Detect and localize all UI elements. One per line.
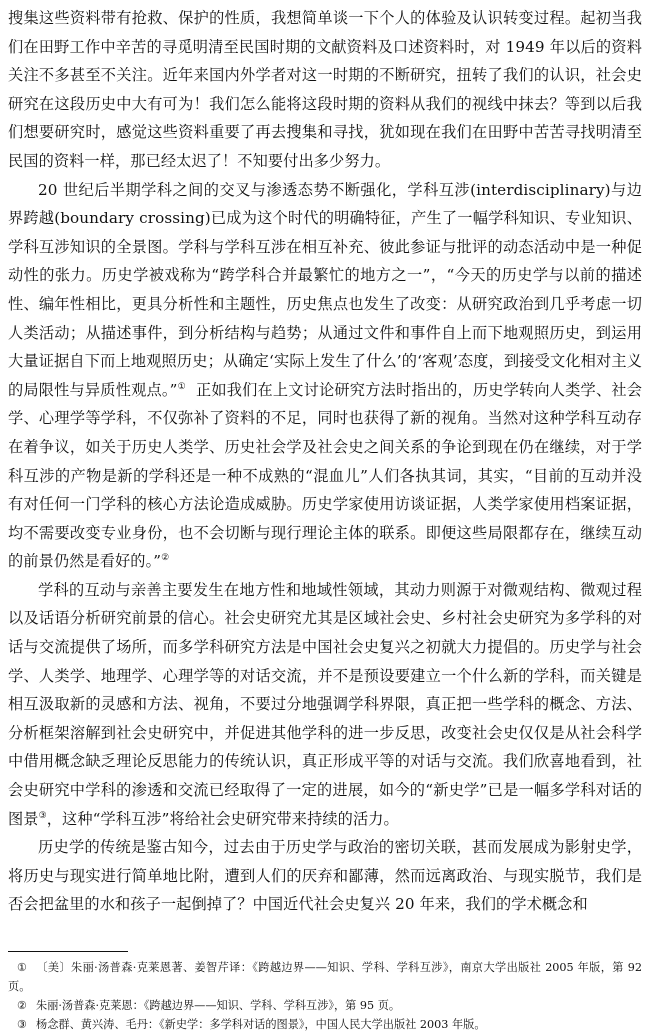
paragraph-2-part-2: 正如我们在上文讨论研究方法时指出的，历史学转向人类学、社会学、心理学等学科，不仅弥补了资料的不足，同时也获得了新的视角。当然对这种学科互动存在着争议，如关于历史人类学、历史社会学及社会史之间关系的争论到现在仍在继续，对于学科互涉的产物是新的学科还是一种不成熟的“混血儿”人们各执其词，其实，“目前的互动并没有对任何一门学科的核心方法论造成威胁。历史学家使用访谈证据，人类学家使用档案证据，均不需要改变专业身份，也不会切断与现行理论主体的联系。即便这些局限都存在，继续互动的前景仍然是看好的。” (8, 380, 643, 571)
footnote-1 (8, 958, 642, 996)
footnote-divider (8, 951, 128, 952)
footnote-ref-3[interactable]: ③ (38, 810, 47, 821)
footnote-ref-1[interactable]: ① (177, 381, 186, 392)
footnote-2 (8, 996, 642, 1015)
footnote-text: 杨念群、黄兴涛、毛丹：《新史学：多学科对话的图景》，中国人民大学出版社 2003 年版。 (36, 1018, 486, 1031)
footnotes (8, 958, 642, 1034)
paragraph-3-part-2: ，这种“学科互涉”将给社会史研究带来持续的活力。 (46, 809, 399, 828)
paragraph-3-part-1: 学科的互动与亲善主要发生在地方性和地域性领域，其动力则源于对微观结构、微观过程以及话语分析研究前景的信心。社会史研究尤其是区域社会史、乡村社会史研究为多学科的对话与交流提供了场所，而多学科研究方法是中国社会史复兴之初就大力提倡的。历史学与社会学、人类学、地理学、心理学等的对话交流，并不是预设要建立一个什么新的学科，而关键是相互汲取新的灵感和方法、视角，不要过分地强调学科界限，真正把一些学科的概念、方法、分析框架溶解到社会史研究中，并促进其他学科的进一步反思，改变社会史仅仅是从社会科学中借用概念缺乏理论反思能力的传统认识，真正形成平等的对话与交流。我们欣喜地看到，社会史研究中学科的渗透和交流已经取得了一定的进展，如今的“新史学”已是一幅多学科对话的图景 (8, 580, 642, 828)
footnote-mark: ③ (16, 1018, 28, 1031)
paragraph-3 (8, 576, 642, 833)
footnote-3 (8, 1015, 642, 1034)
footnote-text: 〔美〕朱丽·汤普森·克莱恩著、姜智芹译：《跨越边界——知识、学科、学科互涉》，南京大学出版社 2005 年版，第 92 页。 (8, 961, 642, 993)
paragraph-2-part-1: 20 世纪后半期学科之间的交叉与渗透态势不断强化，学科互涉(interdisciplinary)与边界跨越(boundary crossing)已成为这个时代的明确特征，产生了一幅学科知识、专业知识、学科互涉知识的全景图。学科与学科互涉在相互补充、彼此参证与批评的动态活动中是一种促动性的张力。历史学被戏称为“跨学科合并最繁忙的地方之一”，“今天的历史学与以前的描述性、编年性相比，更具分析性和主题性，历史焦点也发生了改变：从研究政治到几乎考虑一切人类活动；从描述事件，到分析结构与趋势；从通过文件和事件自上而下地观照历史，到运用大量证据自下而上地观照历史；从确定‘实际上发生了什么’的‘客观’态度，到接受文化相对主义的局限性与异质性观点。” (8, 180, 642, 399)
footnote-ref-2[interactable]: ② (161, 553, 170, 564)
paragraph-2 (8, 176, 642, 576)
footnote-text: 朱丽·汤普森·克莱恩：《跨越边界——知识、学科、学科互涉》，第 95 页。 (36, 999, 401, 1012)
paragraph-1: 搜集这些资料带有抢救、保护的性质，我想简单谈一下个人的体验及认识转变过程。起初当我们在田野工作中辛苦的寻觅明清至民国时期的文献资料及口述资料时，对 1949 年以后的资料关注不多甚至不关注。近年来国内外学者对这一时期的不断研究，扭转了我们的认识，社会史研究在这段历史中大有可为！我们怎么能将这段时期的资料从我们的视线中抹去？等到以后我们想要研究时，感觉这些资料重要了再去搜集和寻找，犹如现在我们在田野中苦苦寻找明清至民国的资料一样，那已经太迟了！不知要付出多少努力。 (8, 9, 642, 170)
paragraph-4: 历史学的传统是鉴古知今，过去由于历史学与政治的密切关联，甚而发展成为影射史学，将历史与现实进行简单地比附，遭到人们的厌弃和鄙薄，然而远离政治、与现实脱节，我们是否会把盆里的水和孩子一起倒掉了？中国近代社会史复兴 20 年来，我们的学术概念和 (8, 838, 642, 914)
footnote-mark: ② (16, 999, 28, 1012)
footnote-mark: ① (16, 961, 28, 974)
